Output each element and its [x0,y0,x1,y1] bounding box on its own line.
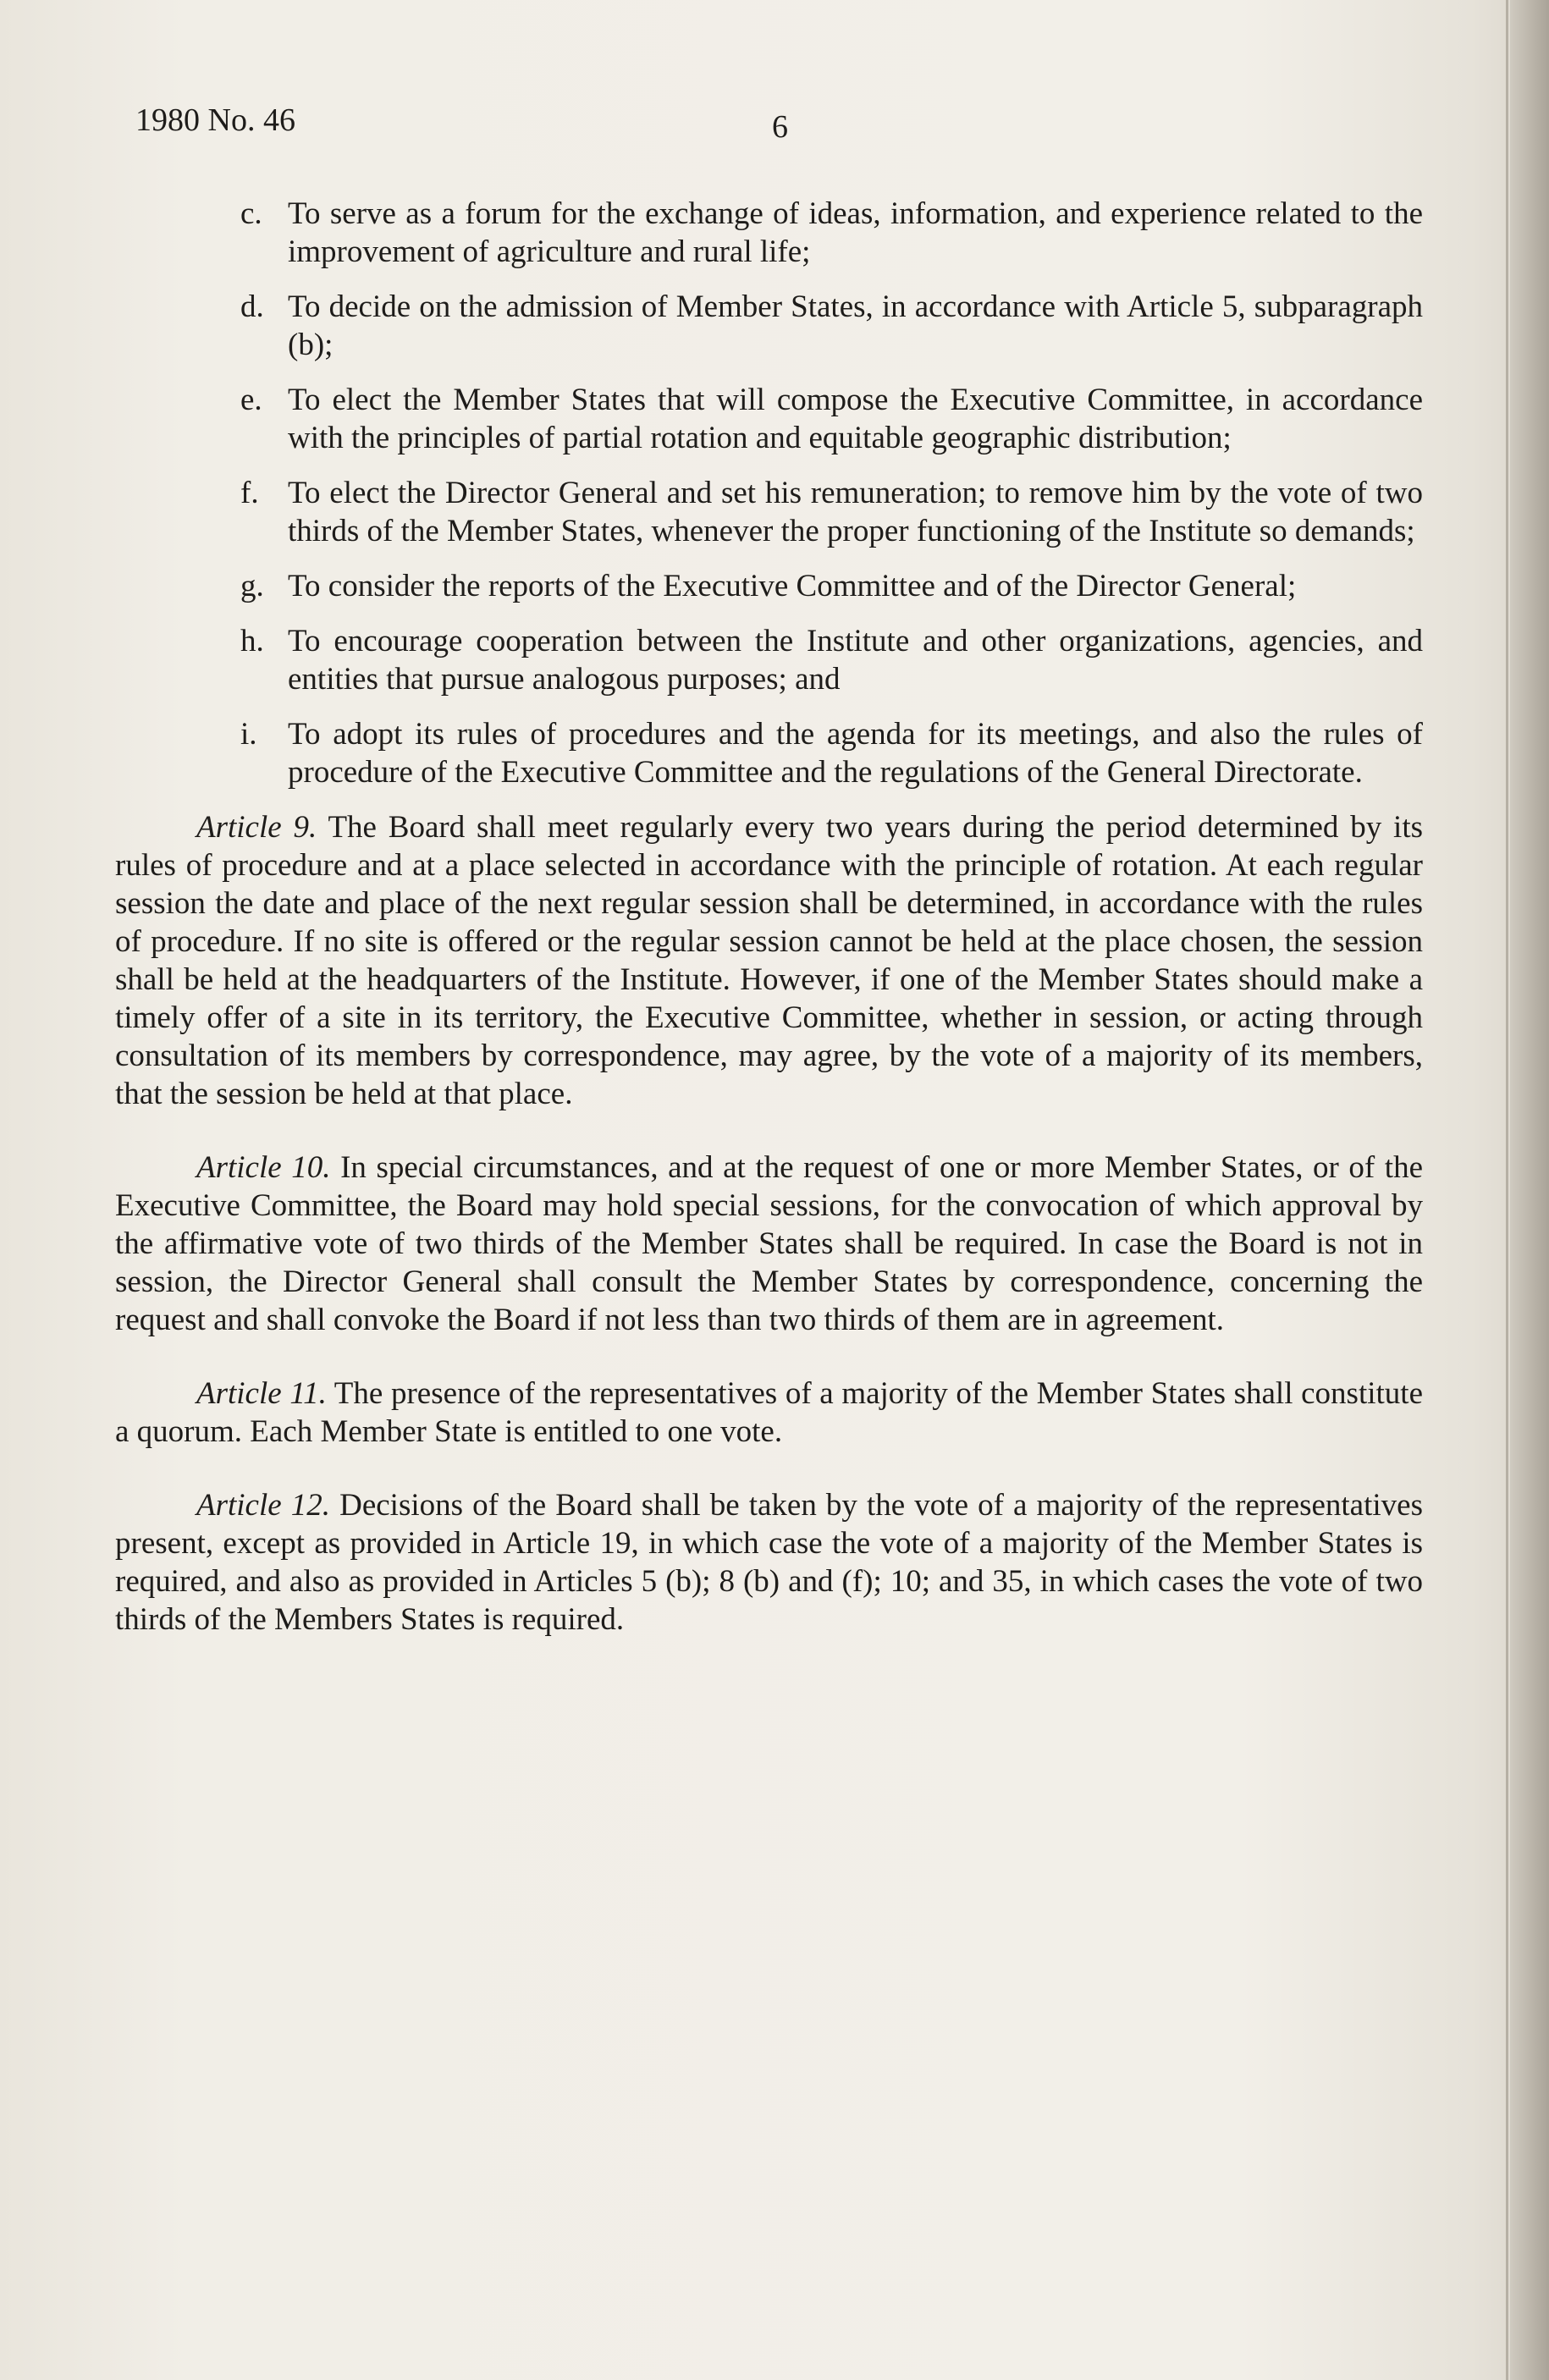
list-item [115,381,1423,457]
article-11-paragraph [115,1375,1423,1451]
list-item [115,288,1423,364]
article-text: The presence of the representatives of a majority of the Member States shall constitute a quorum. Each Member State is entitled to one vote. [115,1376,1423,1449]
list-item [115,567,1423,605]
page-header [135,102,1439,152]
list-item-text: To consider the reports of the Executive Committee and of the Director General; [288,569,1297,603]
document-body [115,195,1423,1639]
article-text: Decisions of the Board shall be taken by the vote of a majority of the representatives present, except as provided in Article 19, in which case the vote of a majority of the Member States is required, and also as provided in Articles 5 (b); 8 (b) and (f); 10; and 35, in which cases the vote of two thirds of the Members States is required. [115,1488,1423,1637]
list-item-letter: f. [240,476,259,510]
list-item [115,715,1423,791]
list-item-text: To adopt its rules of procedures and the agenda for its meetings, and also the rules of procedure of the Executive Committee and the regulations of the General Directorate. [288,717,1423,790]
list-item [115,474,1423,550]
list-item-letter: g. [240,569,264,603]
list-item [115,195,1423,271]
list-item [115,622,1423,698]
list-item-text: To encourage cooperation between the Institute and other organizations, agencies, and entities that pursue analogous purposes; and [288,624,1423,697]
article-heading: Article 10. [196,1150,331,1185]
list-item-letter: d. [240,289,264,324]
list-item-text: To serve as a forum for the exchange of ideas, information, and experience related to the improvement of agriculture and rural life; [288,196,1423,269]
list-item-letter: i. [240,717,257,752]
list-item-letter: e. [240,383,262,417]
page-number: 6 [772,109,788,145]
page-edge-shadow [1510,0,1549,2380]
article-9-paragraph [115,808,1423,1113]
article-12-paragraph [115,1486,1423,1639]
article-heading: Article 12. [196,1488,331,1523]
list-item-letter: c. [240,196,262,231]
article-text: The Board shall meet regularly every two years during the period determined by its rules of procedure and at a place selected in accordance with the principle of rotation. At each regular session the date and place of the next regular session shall be determined, in accordance with the rules of procedure. If no site is offered or the regular session cannot be held at the place chosen, the session shall be held at the headquarters of the Institute. However, if one of the Member States should make a timely offer of a site in its territory, the Executive Committee, whether in session, or acting through consultation of its members by correspondence, may agree, by the vote of a majority of its members, that the session be held at that place. [115,810,1424,1111]
article-text: In special circumstances, and at the request of one or more Member States, or of the Executive Committee, the Board may hold special sessions, for the convocation of which approval by the affirmative vote of two thirds of the Member States shall be required. In case the Board is not in session, the Director General shall consult the Member States by correspondence, concerning the request and shall convoke the Board if not less than two thirds of them are in agreement. [115,1150,1423,1337]
page-gutter-line [1506,0,1508,2380]
list-item-letter: h. [240,624,264,658]
list-item-text: To decide on the admission of Member States, in accordance with Article 5, subparagraph (b); [288,289,1423,362]
article-heading: Article 9. [196,810,317,845]
list-item-text: To elect the Director General and set his remuneration; to remove him by the vote of two thirds of the Member States, whenever the proper functioning of the Institute so demands; [288,476,1423,548]
article-heading: Article 11. [196,1376,327,1411]
running-head: 1980 No. 46 [135,102,295,138]
list-item-text: To elect the Member States that will compose the Executive Committee, in accordance with the principles of partial rotation and equitable geographic distribution; [288,383,1423,455]
article-10-paragraph [115,1149,1423,1339]
